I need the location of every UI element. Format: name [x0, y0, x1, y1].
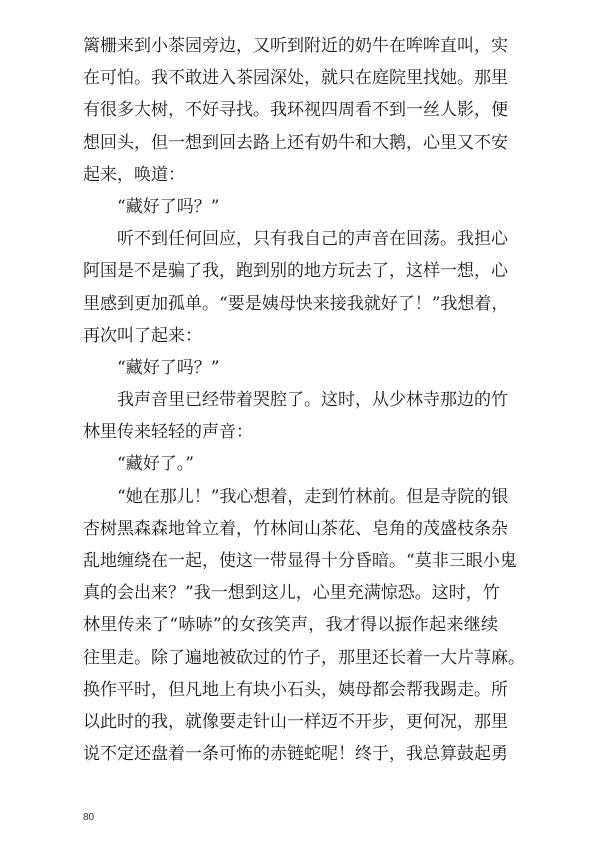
text-line: “藏好了吗？”	[117, 196, 220, 217]
paragraph	[83, 352, 498, 384]
paragraph	[83, 30, 508, 191]
text-line: 听不到任何回应，只有我自己的声音在回荡。我担心	[117, 229, 508, 250]
text-line: 说不定还盘着一条可怖的赤链蛇呢！终于，我总算鼓起勇	[83, 744, 508, 765]
text-line: 往里走。除了遍地被砍过的竹子，那里还长着一大片荨麻。	[83, 647, 525, 668]
text-line: “藏好了吗？”	[117, 357, 220, 378]
text-line: 以此时的我，就像要走针山一样迈不开步，更何况，那里	[83, 711, 508, 732]
text-line: 林里传来轻轻的声音：	[83, 422, 253, 443]
text-line: 再次叫了起来：	[83, 325, 202, 346]
text-line: 林里传来了“哧哧”的女孩笑声，我才得以振作起来继续	[83, 615, 498, 636]
text-line: 换作平时，但凡地上有块小石头，姨母都会帮我踢走。所	[83, 679, 508, 700]
text-line: 在可怕。我不敢进入茶园深处，就只在庭院里找她。那里	[83, 68, 508, 89]
text-line: 起来，唤道：	[83, 164, 185, 185]
text-line: “藏好了。”	[117, 454, 194, 475]
page-number: 80	[83, 812, 95, 823]
text-line: 想回头，但一想到回去路上还有奶牛和大鹅，心里又不安	[83, 132, 508, 153]
paragraph	[83, 384, 508, 448]
text-line: 里感到更加孤单。“要是姨母快来接我就好了！”我想着，	[83, 293, 509, 314]
paragraph	[83, 191, 498, 223]
text-line: “她在那儿！”我心想着，走到竹林前。但是寺院的银	[117, 486, 509, 507]
page-body	[83, 30, 525, 770]
text-line: 篱栅来到小茶园旁边，又听到附近的奶牛在哞哞直叫，实	[83, 36, 508, 56]
text-line: 有很多大树，不好寻找。我环视四周看不到一丝人影，便	[83, 100, 508, 121]
paragraph	[83, 223, 509, 352]
paragraph	[83, 448, 498, 480]
text-line: 杏树黑森森地耸立着，竹林间山茶花、皂角的茂盛枝条杂	[83, 518, 508, 539]
text-line: 阿国是不是骗了我，跑到别的地方玩去了，这样一想，心	[83, 261, 508, 282]
text-line: 我声音里已经带着哭腔了。这时，从少林寺那边的竹	[117, 390, 508, 411]
text-line: 真的会出来？”我一想到这儿，心里充满惊恐。这时，竹	[83, 583, 500, 604]
text-line: 乱地缠绕在一起，使这一带显得十分昏暗。“莫非三眼小鬼	[83, 551, 517, 571]
paragraph	[83, 481, 525, 771]
